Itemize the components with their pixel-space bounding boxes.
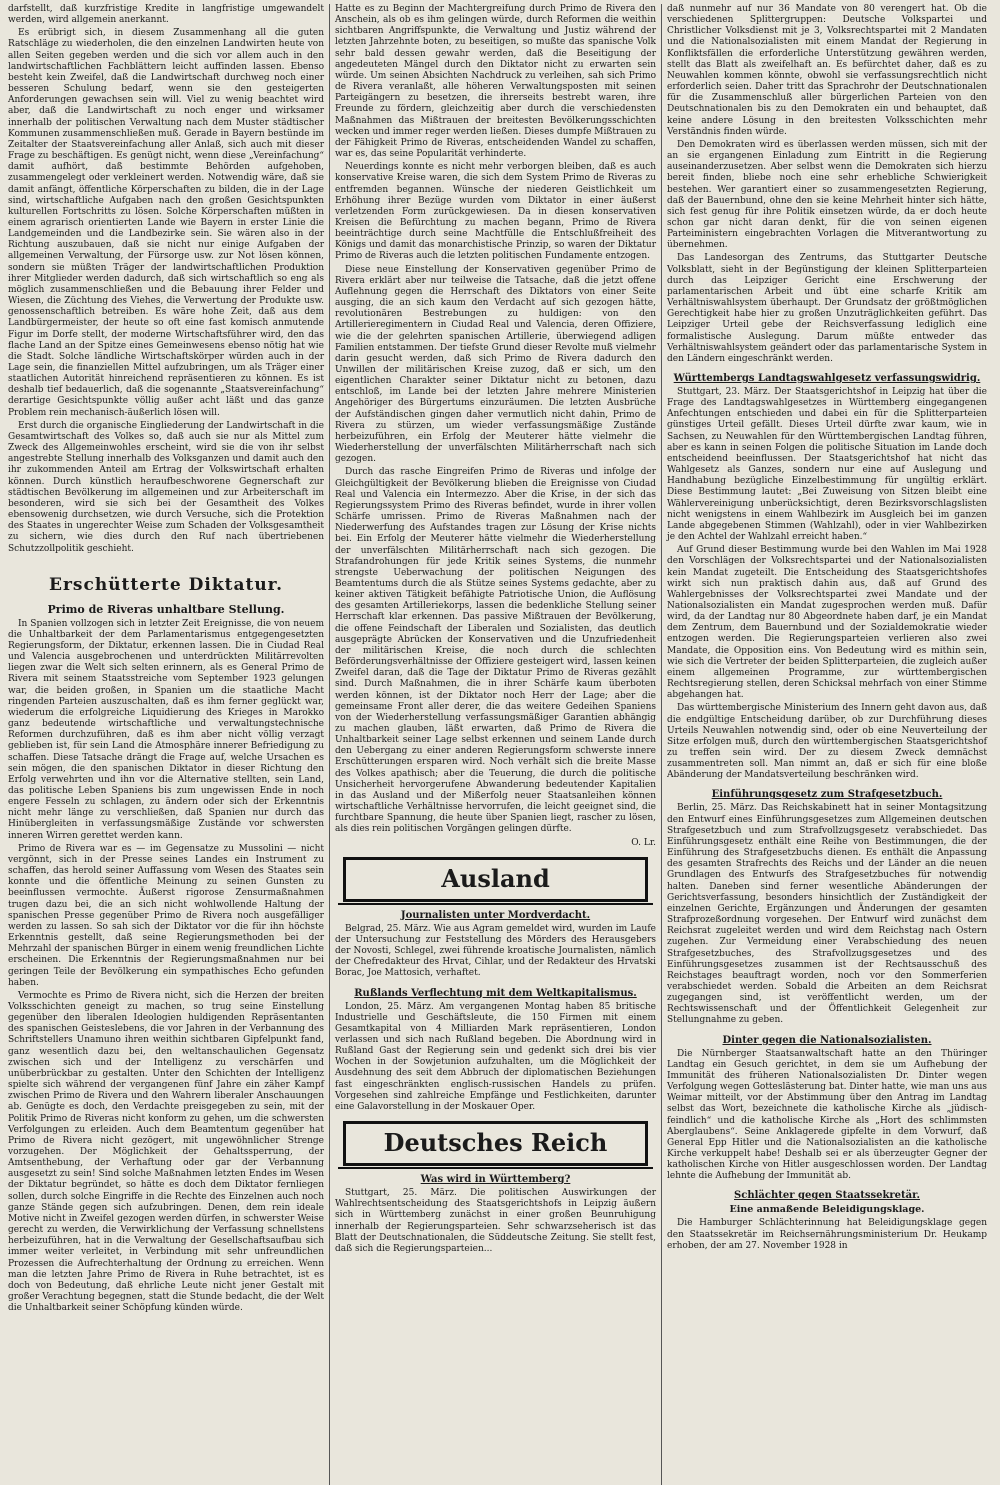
column-1 — [6, 4, 330, 1485]
article-headline: Dinter gegen die Nationalsozialisten. — [722, 1034, 932, 1046]
paragraph: In Spanien vollzogen sich in letzter Zeit Ereignisse, die von neuem die Unhaltbarkeit der dem Parlamentarismus entgegengesetzten Regierungsform, der Diktatur, erkennen lassen. Die in Ciudad Real und Valencia ausgebrochenen und unterdrückten Militärrevolten liegen zwar die Welt sich selten erinnern, als es General Primo de Rivera mit seinem Staatsstreiche vom September 1923 gelungen war, die beiden großen, in Spanien um die staatliche Macht ringenden Parteien auszuschalten, daß es ihm ferner geglückt war, wiederum die erfolgreiche Liquidierung des Krieges in Marokko ganz bedeutende wirtschaftliche und verwaltungstechnische Reformen durchzuführen, daß es ihm aber nicht völlig verzagt geblieben ist, für sein Land die Atmosphäre innerer Befriedigung zu schaffen. Diese Tatsache drängt die Frage auf, welche Ursachen es sein mögen, die den spanischen Diktator in dieser Richtung den Erfolg verwehrten und ihn vor die Alternative stellten, sein Land, das politische Leben Spaniens bis zum ungewissen Ende in noch engere Fesseln zu schlagen, zu ändern oder sich der Erkenntnis nicht mehr länge zu verschließen, daß Spanien nur durch das Hinübergleiten in verfassungsmäßige Zustände vor schwersten inneren Wirren gerettet werden kann. — [8, 618, 324, 841]
paragraph: Neuerdings konnte es nicht mehr verborgen bleiben, daß es auch konservative Kreise waren, die sich dem System Primo de Riveras zu entfremden begannen. Wünsche der niederen Geistlichkeit um Erhöhung ihrer Bezüge wurden vom Diktator in einer äußerst verletzenden Form zurückgewiesen. Da in diesen konservativen Kreisen die Befürchtung zu machen begann, Primo de Rivera beeinträchtige durch seine Machtfülle die Entschlußfreiheit des Königs und damit das monarchistische Prinzip, so waren der Diktatur Primo de Riveras auch die letzten politischen Fundamente entzogen. — [335, 162, 656, 262]
article-headline: Was wird in Württemberg? — [420, 1174, 571, 1186]
paragraph: Vermochte es Primo de Rivera nicht, sich die Herzen der breiten Volksschichten geneigt zu machen, so trug seine Einstellung gegenüber den liberalen Ideologien huldigenden Repräsentanten des spanischen Geisteslebens, die vor Jahren in der Verbannung des Schriftstellers Unamuno ihren weithin sichtbaren Gipfelpunkt fand, ganz wesentlich dazu bei, den weltanschaulichen Gegensatz zwischen sich und der Intelligenz zu verschärfen und unüberbrückbar zu gestalten. Unter den Schichten der Intelligenz spielte sich während der vergangenen fünf Jahre ein zäher Kampf zwischen Primo de Rivera und den Wahrern liberaler Anschauungen ab. Genügte es doch, den Verdachte preisgegeben zu sein, mit der Politik Primo de Riveras nicht konform zu gehen, um die schwersten Verfolgungen zu erleiden. Auch dem Beamtentum gegenüber hat Primo de Rivera nicht gezögert, mit ungewöhnlicher Strenge vorzugehen. Der Möglichkeit der Gehaltssperrung, der Amtsenthebung, der Verhaftung oder gar der Verbannung ausgesetzt zu sein! Sind solche Maßnahmen letzten Endes im Wesen der Diktatur begründet, so hätte es doch dem Diktator fernliegen sollen, durch solche Eingriffe in die Rechte des Einzelnen auch noch ganze Stände gegen sich aufzubringen. Denen, dem rein ideale Motive nicht in Zweifel gezogen werden dürfen, in schwerster Weise gerecht zu werden, die Verwirklichung der Verfassung schnellstens herbeizuführen, hat in die Verwaltung der Gesellschaftsaufbau sich immer weiter verleitet, in Verbindung mit sehr unfreundlichen Prozessen die Aufrechterhaltung der Ordnung zu erreichen. Wenn man die letzten Jahre Primo de Rivera in Ruhe betrachtet, ist es doch von Bedeutung, daß ehrliche Leute nicht jener Gestalt mit großer Verachtung begegnen, statt die Stunde bedacht, die der Welt die Unhaltbarkeit seiner Schöpfung künden würde. — [8, 990, 324, 1314]
article-subheadline: Eine anmaßende Beleidigungsklage. — [729, 1204, 925, 1216]
article-subheadline: Primo de Riveras unhaltbare Stellung. — [47, 602, 285, 616]
column-2 — [330, 4, 662, 1485]
columns — [6, 4, 994, 1485]
paragraph: Diese neue Einstellung der Konservativen gegenüber Primo de Rivera erklärt aber nur teilweise die Tatsache, daß die jetzt offene Auflehnung gegen die Herrschaft des Diktators von einer Seite ausging, die an sich kaum den Verdacht auf sich gezogen hätte, revolutionären Bestrebungen zu huldigen: von den Artillerieregimentern in Ciudad Real und Valencia, deren Offiziere, wie die der gelehrten spanischen Artillerie, überwiegend adligen Familien entstammen. Der tiefste Grund dieser Revolte muß vielmehr darin gesucht werden, daß sich Primo de Rivera dadurch den Unwillen der militärischen Kreise zuzog, daß er sich, um den eigentlichen Charakter seiner Diktatur nicht zu betonen, dazu entschloß, im Lande bei der letzten Jahre mehrere Ministerien Angehöriger des Bürgertums einzuräumen. Die letzten Ausbrüche der Aufständischen gingen daher vermutlich nicht dahin, Primo de Rivera zu stürzen, um wieder verfassungsmäßige Zustände herbeizuführen, ein Erfolg der Meuterer hätte vielmehr die Wiederherstellung der unverfälschten Militärherrschaft nach sich gezogen. — [335, 264, 656, 465]
section-banner-ausland: Ausland — [343, 857, 648, 902]
paragraph: Den Demokraten wird es überlassen werden müssen, sich mit der an sie ergangenen Einladung zum Eintritt in die Regierung auseinanderzusetzen. Aber selbst wenn die Demokraten sich hierzu bereit finden, bliebe noch eine sehr erhebliche Schwierigkeit bestehen. Wer garantiert einer so zusammengesetzten Regierung, daß der Bauernbund, ohne den sie keine Mehrheit hinter sich hätte, sich fest genug für ihre Politik einsetzen würde, da er doch heute schon gar nicht daran denkt, für die von seinen eigenen Parteiministern eingebrachten Vorlagen die Mitverantwortung zu übernehmen. — [667, 139, 987, 251]
article-headline: Schlächter gegen Staatssekretär. — [734, 1190, 920, 1202]
column-3 — [662, 4, 992, 1485]
paragraph: Stuttgart, 25. März. Die politischen Auswirkungen der Wahlrechtsentscheidung des Staatsgerichtshofs in Leipzig äußern sich in Württemberg zunächst in einer großen Beunruhigung innerhalb der Regierungsparteien. Sehr schwarzseherisch ist das Blatt der Deutschnationalen, die Süddeutsche Zeitung. Sie stellt fest, daß sich die Regierungsparteien... — [335, 1188, 656, 1254]
paragraph: daß nunmehr auf nur 36 Mandate von 80 verengert hat. Ob die verschiedenen Splittergruppen: Deutsche Volkspartei und Christlicher Volksdienst mit je 3, Volksrechtspartei mit 2 Mandaten und die Nationalsozialisten mit einem Mandat der Regierung in Konfliktsfällen die erforderliche Unterstützung gewähren werden, stellt das Blatt als zweifelhaft an. Es befürchtet daher, daß es zu Neuwahlen kommen könnte, obwohl sie verfassungsrechtlich nicht erforderlich seien. Daher tritt das Sprachrohr der Deutschnationalen für die Zusammenschluß aller bürgerlichen Parteien von den Deutschnationalen bis zu den Demokraten ein und behauptet, daß keine andere Lösung in den breitesten Volksschichten mehr Verständnis finden würde. — [667, 4, 987, 137]
paragraph: Berlin, 25. März. Das Reichskabinett hat in seiner Montagsitzung den Entwurf eines Einführungsgesetzes zum Allgemeinen deutschen Strafgesetzbuch und zum Strafvollzugsgesetz verabschiedet. Das Einführungsgesetz enthält eine Reihe von Bestimmungen, die der Einführung des Strafgesetzbuchs dienen. Es enthält die Anpassung des gesamten Strafrechts des Reichs und der Länder an die neuen Grundlagen des Entwurfs des Strafgesetzbuches für notwendig halten. Daneben sind ferner wesentliche Abänderungen der Gerichtsverfassung, besonders hinsichtlich der Zuständigkeit der einzelnen Gerichte, Ergänzungen und Änderungen der gesamten Strafprozeßordnung vorgesehen. Der Entwurf wird zunächst dem Reichsrat zugeleitet werden und wird dem Reichstag nach Ostern zugehen. Zur Vermeidung einer Verabschiedung des neuen Strafgesetzbuches, des Strafvollzugsgesetzes und des Einführungsgesetzes zusammen ist der Rechtsausschuß des Reichstages beauftragt worden, noch vor den Sommerferien verabschiedet werden. Sobald die Arbeiten an dem Reichsrat zugegangen sind, ist veröffentlicht werden, um der Rechtswissenschaft und der Öffentlichkeit Gelegenheit zur Stellungnahme zu geben. — [667, 803, 987, 1026]
paragraph: Belgrad, 25. März. Wie aus Agram gemeldet wird, wurden im Laufe der Untersuchung zur Feststellung des Mörders des Herausgebers der Novosti, Schlegel, zwei führende kroatische Journalisten, nämlich der Chefredakteur des Hrvat, Cihlar, und der Redakteur des Hrvatski Borac, Joe Mattosich, verhaftet. — [335, 923, 656, 979]
paragraph: Primo de Rivera war es — im Gegensatze zu Mussolini — nicht vergönnt, sich in der Presse seines Landes ein Instrument zu schaffen, das herold seiner Auffassung vom Wesen des Staates sein konnte und die öffentliche Meinung zu seinen Gunsten zu beeinflussen vermochte. Äußerst rigorose Zensurmaßnahmen trugen dazu bei, die an sich nicht wohlwollende Haltung der spanischen Presse gegenüber Primo de Rivera noch ausgefälliger werden zu lassen. So sah sich der Diktator vor die für ihn höchste Erkenntnis gestellt, daß seine Regierungsmethoden bei der Mehrzahl der spanischen Bürger in einem wenig freundlichen Lichte erscheinen. Die Erkenntnis der Regierungsmaßnahmen nur bei geringen Teile der Bevölkerung ein sympathisches Echo gefunden haben. — [8, 843, 324, 988]
paragraph: London, 25. März. Am vergangenen Montag haben 85 britische Industrielle und Geschäftsleute, die 150 Firmen mit einem Gesamtkapital von 4 Milliarden Mark repräsentieren, London verlassen und sich nach Rußland begeben. Die Abordnung wird in Rußland Gast der Regierung sein und gedenkt sich drei bis vier Wochen in der Sowjetunion aufzuhalten, um die Möglichkeit der Ausdehnung des seit dem Abbruch der diplomatischen Beziehungen fast eingeschränkten englisch-russischen Handels zu prüfen. Vorgesehen sind zahlreiche Empfänge und Festlichkeiten, darunter eine Galavorstellung in der Moskauer Oper. — [335, 1001, 656, 1112]
paragraph: Durch das rasche Eingreifen Primo de Riveras und infolge der Gleichgültigkeit der Bevölkerung blieben die Ereignisse von Ciudad Real und Valencia ein Intermezzo. Aber die Krise, in der sich das Regierungssystem Primo des Riveras befindet, wurde in ihrer vollen Schärfe umrissen. Primo de Riveras Maßnahmen nach der Niederwerfung des Aufstandes tragen zur Lösung der Krise nichts bei. Ein Erfolg der Meuterer hätte vielmehr die Wiederherstellung der unverfälschten Militärherrschaft nach sich gezogen. Die Strafandrohungen für jede Kritik seines Systems, die nunmehr strengste Ueberwachung der politischen Neigungen des Beamtentums durch die als Stütze seines Systems gedachte, aber zu keiner aktiven Tätigkeit befähigte Patriotische Union, die Auflösung des gesamten Artilleriekorps, lassen die bedenkliche Stellung seiner Herrschaft klar erkennen. Das passive Mißtrauen der Bevölkerung, die offene Feindschaft der Liberalen und Sozialisten, das deutlich ausgeprägte Abrücken der Konservativen und die Unzufriedenheit der militärischen Kreise, die noch durch die schlechten Beförderungsverhältnisse der Offiziere gesteigert wird, lassen keinen Zweifel daran, daß die Tage der Diktatur Primo de Riveras gezählt sind. Durch Maßnahmen, die in ihrer Schärfe kaum überboten werden können, ist der Diktator noch Herr der Lage; aber die gemeinsame Front aller derer, die das weitere Gedeihen Spaniens von der Wiederherstellung verfassungsmäßiger Garantien abhängig zu machen glauben, läßt erwarten, daß Primo de Rivera die Unhaltbarkeit seiner Lage selbst erkennen und seinem Lande durch den Uebergang zu einer anderen Regierungsform schwerste innere Erschütterungen ersparen wird. Noch verhält sich die breite Masse des Volkes apathisch; aber die Teuerung, die durch die politische Unsicherheit hervorgerufene Abwanderung bedeutender Kapitalien in das Ausland und der Mißerfolg neuer Staatsanleihen können wirtschaftliche Verhältnisse hervorrufen, die leicht geeignet sind, die furchtbare Spannung, die heute über Spanien liegt, rascher zu lösen, als dies rein politischen Vorgängen gelingen dürfte. — [335, 467, 656, 835]
article-headline: Einführungsgesetz zum Strafgesetzbuch. — [711, 789, 943, 801]
paragraph: Stuttgart, 23. März. Der Staatsgerichtshof in Leipzig hat über die Frage des Landtagswahlgesetzes in Württemberg eingegangenen Anfechtungen entschieden und dabei ein für die Splitterparteien günstiges Urteil gefällt. Dieses Urteil dürfte zwar kaum, wie in Sachsen, zu Neuwahlen für den Württembergischen Landtag führen, aber es kann in seinen Folgen die politische Situation im Lande doch entscheidend beeinflussen. Der Staatsgerichtshof hat nicht das Wahlgesetz als Ganzes, sondern nur eine auf Auslegung und Handhabung bezügliche Einzelbestimmung für ungültig erklärt. Diese Bestimmung lautet: „Bei Zuweisung von Sitzen bleibt eine Wählervereinigung unberücksichtigt, deren Bezirksvorschlagslisten nicht wenigstens in einem Wahlbezirk im Ausgleich bei im ganzen Lande abgegebenen Stimmen (Wahlzahl), oder in vier Wahlbezirken je den Achtel der Wahlzahl erreicht haben.“ — [667, 387, 987, 543]
section-banner-reich: Deutsches Reich — [343, 1121, 648, 1166]
paragraph: Das württembergische Ministerium des Innern geht davon aus, daß die endgültige Entscheidung darüber, ob zur Durchführung dieses Urteils Neuwahlen notwendig sind, oder ob eine Neuverteilung der Sitze erfolgen muß, durch den württembergischen Staatsgerichtshof zu treffen sein wird. Der zu diesem Zweck demnächst zusammentreten soll. Man nimmt an, daß er sich für eine bloße Abänderung der Mandatsverteilung beschränken wird. — [667, 703, 987, 781]
signature: O. Lr. — [631, 837, 656, 848]
paragraph: Erst durch die organische Eingliederung der Landwirtschaft in die Gesamtwirtschaft des Volkes so, daß auch sie nur als Mittel zum Zweck des Allgemeinwohles erscheint, wird sie die von ihr selbst angestrebte Stellung innerhalb des Volksganzen und damit auch den ihr zukommenden Anteil am Ertrag der Volkswirtschaft erhalten können. Durch künstlich heraufbeschworene Gegnerschaft zur städtischen Bevölkerung im allgemeinen und zur Arbeiterschaft im besonderen, wird sie sich bei der Gesamtheit des Volkes ebensowenig durchsetzen, wie durch Versuche, sich die Protektion des Staates in ungerechter Weise zum Schaden der Volksgesamtheit zu sichern, wie dies durch den Ruf nach übertriebenen Schutzzollpolitik geschieht. — [8, 420, 324, 554]
article-headline: Württembergs Landtagswahlgesetz verfassungswidrig. — [673, 373, 981, 384]
paragraph: Hatte es zu Beginn der Machtergreifung durch Primo de Rivera den Anschein, als ob es ihm gelingen würde, durch Reformen die weithin sichtbaren Angriffspunkte, die Verwaltung und Justiz während der letzten Jahrzehnte boten, zu beseitigen, so mußte das spanische Volk sehr bald dessen gewahr werden, daß die Beseitigung der angedeuteten Mängel durch den Diktator nicht zu erwarten sein würde. Um seinen Absichten Nachdruck zu verleihen, sah sich Primo de Rivera veranlaßt, alle höheren Verwaltungsposten mit seinen Parteigängern zu besetzen, die ihrerseits bestrebt waren, ihre Freunde zu fördern, gleichzeitig aber durch die verschiedensten Maßnahmen das Mißtrauen der breitesten Bevölkerungsschichten wecken und immer reger werden ließen. Dieses dumpfe Mißtrauen zu der Fähigkeit Primo de Riveras, entscheidenden Wandel zu schaffen, war es, das seine Popularität verhinderte. — [335, 4, 656, 160]
paragraph: Auf Grund dieser Bestimmung wurde bei den Wahlen im Mai 1928 den Vorschlägen der Volksrechtspartei und der Nationalsozialisten kein Mandat zugeteilt. Die Entscheidung des Staatsgerichtshofes wirkt sich nun praktisch dahin aus, daß auf Grund des Wahlergebnisses der Volksrechtspartei zwei Mandate und der Nationalsozialisten ein Mandat zugesprochen werden muß. Dafür wird, da der Landtag nur 80 Abgeordnete haben darf, je ein Mandat dem Zentrum, dem Bauernbund und der Sozialdemokratie wieder entzogen werden. Die Regierungsparteien verlieren also zwei Mandate, die Opposition eins. Von Bedeutung wird es mithin sein, wie sich die Vertreter der beiden Splitterparteien, die zugleich außer einem allgemeinen Programme, zur württembergischen Rechtsregierung stellen, deren Schicksal mehrfach von einer Stimme abgehangen hat. — [667, 545, 987, 701]
article-headline: Journalisten unter Mordverdacht. — [400, 909, 591, 921]
article-headline: Erschütterte Diktatur. — [49, 574, 283, 595]
paragraph: darfstellt, daß kurzfristige Kredite in langfristige umgewandelt werden, wird allgemein anerkannt. — [8, 4, 324, 26]
paragraph: Die Nürnberger Staatsanwaltschaft hatte an den Thüringer Landtag ein Gesuch gerichtet, in dem sie um Aufhebung der Immunität des früheren Nationalsozialisten Dr. Dinter wegen Verfolgung wegen Gotteslästerung bat. Dinter hatte, wie man uns aus Weimar mitteilt, vor der Abstimmung über den Antrag im Landtag selbst das Wort, bezeichnete die katholische Kirche als „jüdisch-feindlich“ und die katholische Kirche als „Hort des schlimmsten Aberglaubens“. Seine Anklagerede gipfelte in dem Vorwurf, daß General Epp Hitler und die Nationalsozialisten an die katholische Kirche verkuppelt habe! Deshalb sei er als überzeugter Gegner der katholischen Kirche von Hitler ausgeschlossen worden. Der Landtag lehnte die Aufhebung der Immunität ab. — [667, 1048, 987, 1182]
paragraph: Die Hamburger Schlächterinnung hat Beleidigungsklage gegen den Staatssekretär im Reichsernährungsministerium Dr. Heukamp erhoben, der am 27. November 1928 in — [667, 1218, 987, 1251]
paragraph: Das Landesorgan des Zentrums, das Stuttgarter Deutsche Volksblatt, sieht in der Begünstigung der kleinen Splitterparteien durch das Leipziger Gericht eine Erschwerung der parlamentarischen Arbeit und übt eine scharfe Kritik am Verhältniswahlsystem überhaupt. Der Grundsatz der größtmöglichen Gerechtigkeit habe hier zu großen Unzuträglichkeiten geführt. Das Leipziger Urteil gebe der Reichsverfassung lediglich eine formalistische Auslegung. Darum müßte entweder das Verhältniswahlsystem geändert oder das parlamentarische System in den Ländern eingeschränkt werden. — [667, 253, 987, 364]
paragraph: Es erübrigt sich, in diesem Zusammenhang all die guten Ratschläge zu wiederholen, die den einzelnen Landwirten heute von allen Seiten gegeben werden und die sich vor allem auch in den landwirtschaftlichen Fachblättern leicht auffinden lassen. Ebenso besteht kein Zweifel, daß die Landwirtschaft durchweg noch einer besseren Schulung bedarf, wenn sie den gesteigerten Anforderungen gewachsen sein will. Viel zu wenig beachtet wird aber, daß die Landwirtschaft zu noch enger und wirksamer innerhalb der politischen Verwaltung nach dem Muster städtischer Kommunen zusammenschließen muß. Gerade in Bayern bestünde im Zeitalter der Staatsvereinfachung aller Anlaß, sich auch mit dieser Frage zu beschäftigen. Es genügt nicht, wenn diese „Vereinfachung“ damit aufhört, daß bestimmte Behörden aufgehoben, zusammengelegt oder verkleinert werden. Notwendig wäre, daß sie damit anfängt, öffentliche Körperschaften zu bilden, die in der Lage sind, wirtschaftliche Aufgaben nach den großen Gesichtspunkten kulturellen Fortschritts zu lösen. Solche Körperschaften müßten in einem agrarisch orientierten Lande wie Bayern in erster Linie die Landgemeinden und die Landbezirke sein. Sie wären also in der Richtung auszubauen, daß sie nicht nur einige Aufgaben der allgemeinen Verwaltung, der Fürsorge usw. zur Not lösen können, sondern sie müßten Träger der landwirtschaftlichen Produktion ihrer Mitglieder werden dadurch, daß sich wirtschaftlich so eng als möglich zusammenschließen und die Bebauung ihrer Felder und Wiesen, die Züchtung des Viehes, die Verwertung der Produkte usw. genossenschaftlich betreiben. Es wäre hohe Zeit, daß aus dem Landbürgermeister, der heute so oft eine fast komisch anmutende Figur im Dorfe stellt, der moderne Wirtschaftsführer wird, den das flache Land an der Spitze eines Gemeinwesens ebenso nötig hat wie die Stadt. Solche ländliche Wirtschaftskörper würden auch in der Lage sein, die finanziellen Mittel aufzubringen, um als Träger einer staatlichen Autorität hinreichend repräsentieren zu können. Es ist deshalb tief bedauerlich, daß die sogenannte „Staatsvereinfachung“ derartige Gesichtspunkte völlig außer acht läßt und das ganze Problem rein mechanisch-äußerlich lösen will. — [8, 28, 324, 418]
article-headline: Rußlands Verflechtung mit dem Weltkapitalismus. — [354, 987, 637, 999]
